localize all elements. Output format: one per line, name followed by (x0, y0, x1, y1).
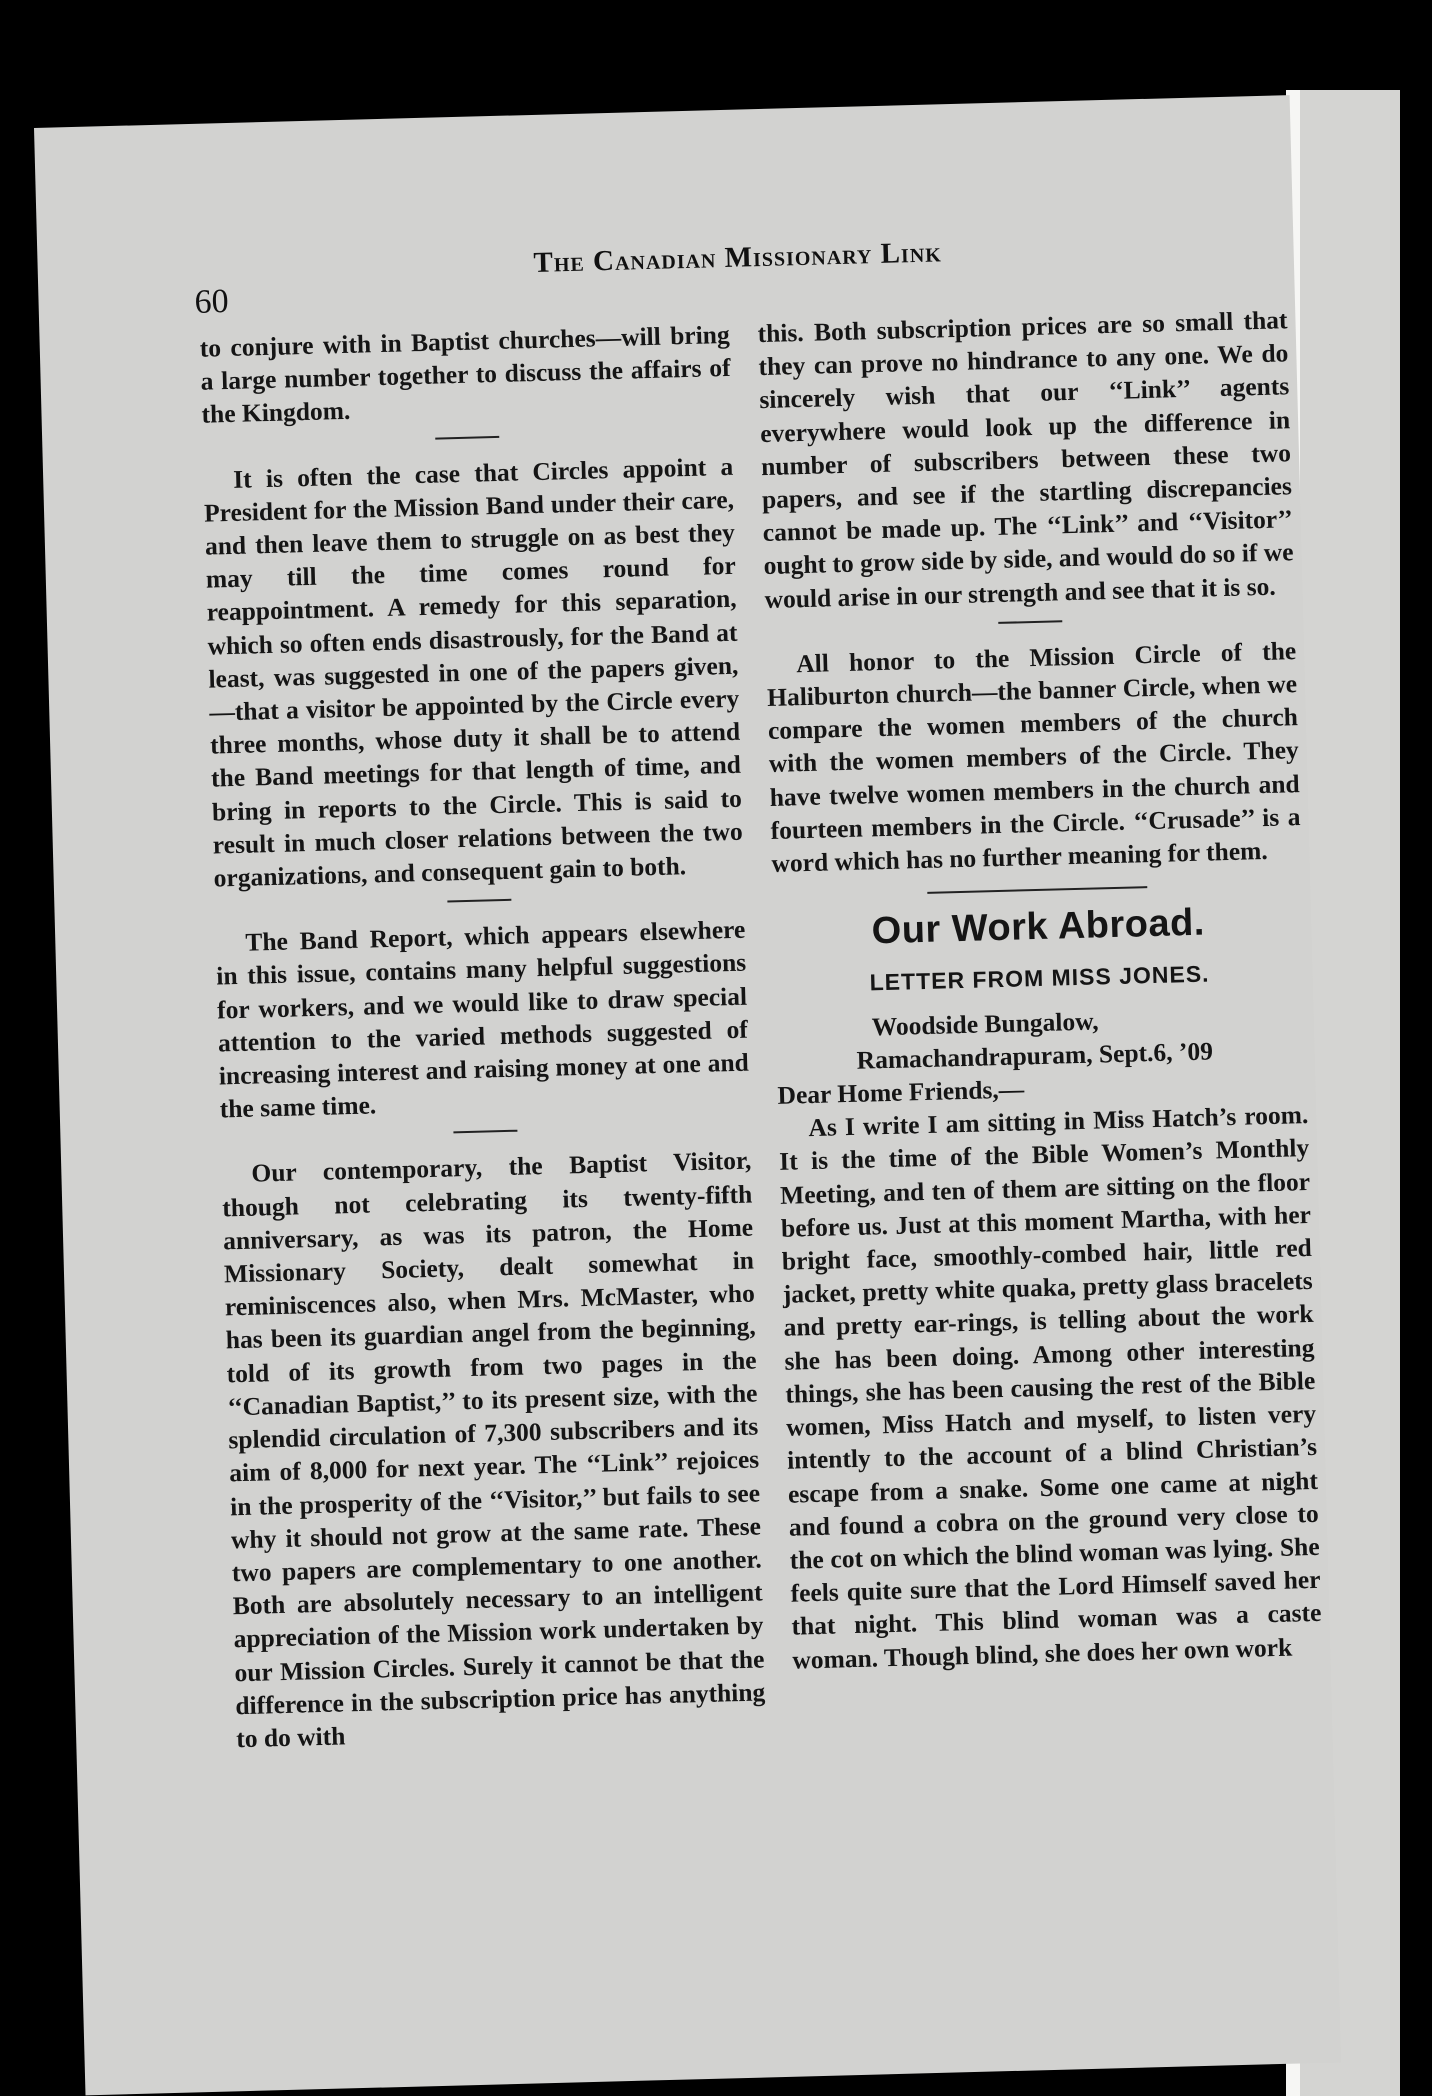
letter-salutation: Dear Home Friends,— (777, 1074, 1025, 1110)
paragraph: All honor to the Mission Circle of the Haliburton church—the banner Circle, when we compare the women members of the church with the women members of the Circle. They have twelve women members in the church and fourteen members in the Circle. ‘‘Crusade’’ is a word which has no further meaning for them. (766, 635, 1301, 878)
section-title: Our Work Abroad. (871, 901, 1206, 953)
paragraph: The Band Report, which appears elsewhere in this issue, contains many helpful suggestions for workers, and we would like to draw special attention to the varied methods suggested of increasing interest and raising money at one and the same time. (215, 914, 750, 1124)
paragraph: Our contemporary, the Baptist Visitor, though not celebrating its twenty-fifth anniversary, as was its patron, the Home Missionary Society, dealt somewhat in reminiscences also, when Mrs. McMaster, who has been its guardian angel from the beginning, told of its growth from two pages in the ‘‘Canadian Baptist,’’ to its present size, with the splendid circulation of 7,300 subscribers and its aim of 8,000 for next year. The ‘‘Link’’ rejoices in the prosperity of the ‘‘Visitor,’’ but fails to see why it should not grow at the same rate. These two papers are complementary to one another. Both are absolutely necessary to an intelligent appreciation of the Mission work undertaken by our Mission Circles. Surely it cannot be that the difference in the subscription price has anything to do with (221, 1146, 766, 1754)
left-column (199, 318, 766, 1756)
letter-address-line: Woodside Bungalow, (871, 1006, 1099, 1042)
paragraph: to conjure with in Baptist churches—will bring a large number together to discuss the affairs of the Kingdom. (199, 319, 731, 430)
running-head: The Canadian Missionary Link (533, 236, 943, 279)
paragraph: this. Both subscription prices are so small that they can prove no hindrance to any one. We do sincerely wish that our ‘‘Link’’ agents everywhere would look up the difference in number of subscribers between these two papers, and see if the startling discrepancies cannot be made up. The ‘‘Link’’ and ‘‘Visitor’’ ought to grow side by side, and would do so if we would arise in our strength and see that it is so. (757, 305, 1294, 614)
section-divider (998, 620, 1062, 624)
page-number: 60 (194, 282, 230, 321)
section-divider (447, 899, 511, 903)
right-column (757, 303, 1322, 1676)
section-divider (453, 1130, 517, 1134)
scanned-page (34, 95, 1341, 2095)
paragraph: As I write I am sitting in Miss Hatch’s room. It is the time of the Bible Women’s Monthly Meeting, and ten of them are sitting on the floor before us. Just at this moment Martha, with her bright face, smoothly-combed hair, little red jacket, pretty white quaka, pretty glass bracelets and pretty ear-rings, is telling about the work she has been doing. Among other interesting things, she has been causing the rest of the Bible women, Miss Hatch and myself, to listen very intently to the account of a blind Christian’s escape from a snake. Some one came at night and found a cobra on the ground very close to the cot on which the blind woman was lying. She feels quite sure that the Lord Himself saved her that night. This blind woman was a caste woman. Though blind, she does her own work (778, 1100, 1322, 1675)
section-divider (927, 886, 1147, 894)
paragraph: It is often the case that Circles appoint a President for the Mission Band under their care, and then leave them to struggle on as best they may till the time comes round for reappointment. A remedy for this separation, which so often ends disastrously, for the Band at least, was suggested in one of the papers given,—that a visitor be appointed by the Circle every three months, whose duty it shall be to attend the Band meetings for that length of time, and bring in reports to the Circle. This is said to result in much closer relations between the two organizations, and consequent gain to both. (203, 451, 744, 893)
letter-title: LETTER FROM MISS JONES. (869, 960, 1210, 996)
section-divider (435, 436, 499, 440)
letter-address-line: Ramachandrapuram, Sept.6, ’09 (856, 1036, 1214, 1075)
